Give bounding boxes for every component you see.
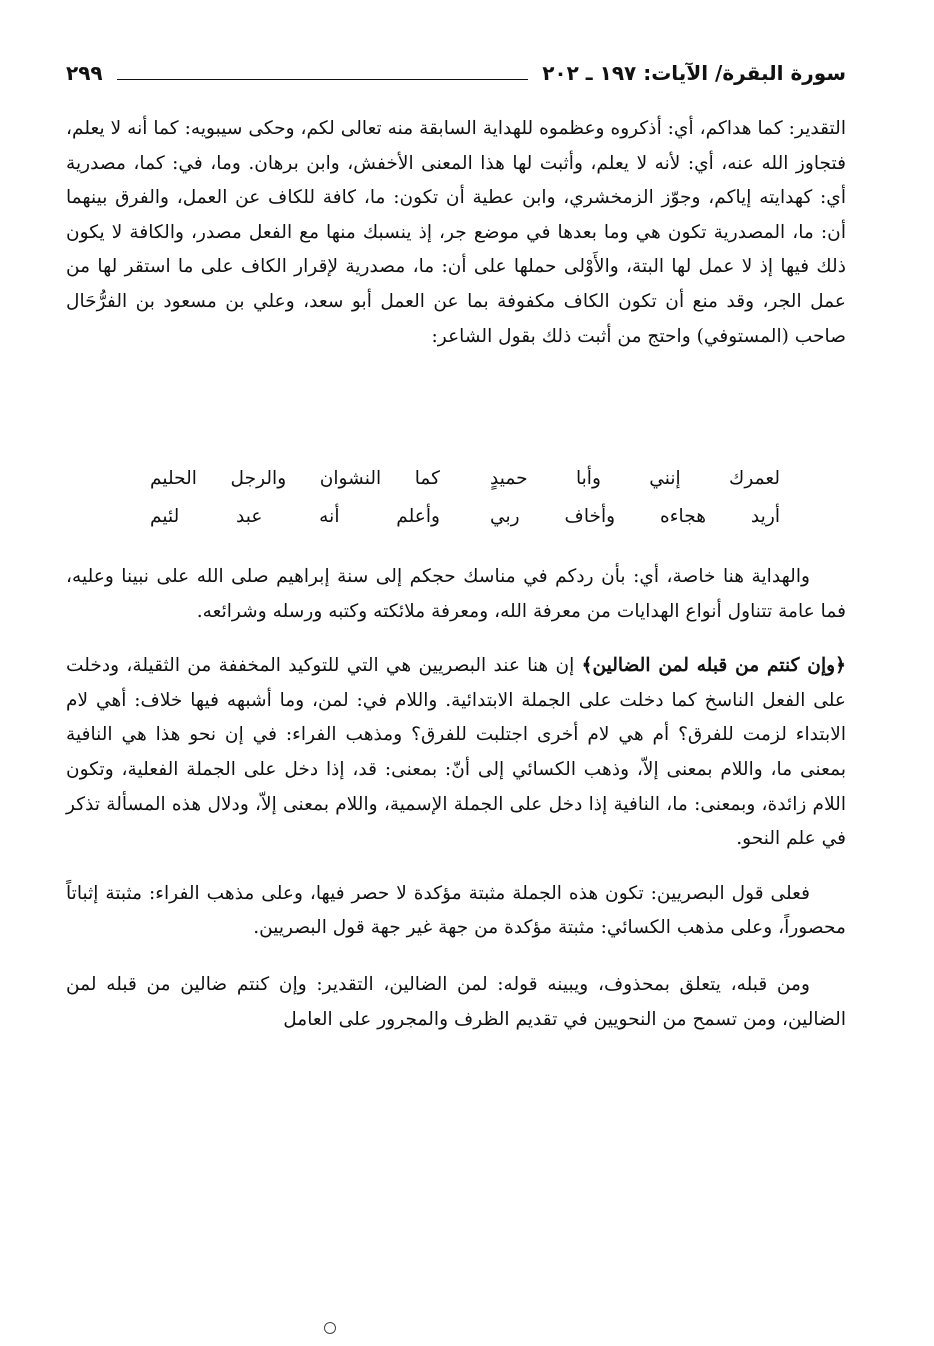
- main-text-bottom: [66, 560, 846, 1037]
- paragraph-hidaya: والهداية هنا خاصة، أي: بأن ردكم في مناسك حجكم إلى سنة إبراهيم صلى الله على نبينا وعليه، فما عامة تتناول أنواع الهدايات من معرفة الله، ومعرفة ملائكته وكتبه ورسله وشرائعه.: [66, 566, 846, 622]
- page-number: ٢٩٩: [66, 61, 103, 85]
- poem-hemistich-first: أريد هجاءه وأخاف ربي: [490, 506, 780, 527]
- paragraph-wain: [66, 649, 846, 857]
- surah-title: سورة البقرة/ الآيات: ١٩٧ ـ ٢٠٢: [542, 61, 846, 85]
- poem-hemistich-second: وأعلم أنه عبد لئيم: [150, 506, 440, 527]
- paragraph-fala: فعلى قول البصريين: تكون هذه الجملة مثبتة مؤكدة لا حصر فيها، وعلى مذهب الفراء: مثبتة إثباتاً محصوراً، وعلى مذهب الكسائي: مثبتة مؤكدة من جهة غير جهة قول البصريين.: [66, 882, 846, 939]
- paragraph-min-qablihi: ومن قبله، يتعلق بمحذوف، ويبينه قوله: لمن الضالين، التقدير: وإن كنتم ضالين من قبله لمن الضالين، ومن تسمح من النحويين في تقديم الظرف والمجرور على العامل: [66, 973, 846, 1030]
- poem-line: [150, 460, 780, 498]
- poem: [150, 460, 780, 536]
- page-header: [66, 56, 846, 90]
- header-rule: [117, 79, 529, 80]
- page-mark: [324, 1322, 336, 1334]
- poem-hemistich-first: لعمرك إنني وأبا حميدٍ: [490, 468, 780, 489]
- poem-hemistich-second: كما النشوان والرجل الحليم: [150, 468, 440, 489]
- poem-line: [150, 498, 780, 536]
- paragraph-wain-text: إن هنا عند البصريين هي التي للتوكيد المخففة من الثقيلة، ودخلت على الفعل الناسخ كما دخلت على الجملة الابتدائية. واللام في: لمن، وما أشبهه فيها خلاف: أهي لام الابتداء لزمت للفرق؟ أم هي لام أخرى اجتلبت للفرق؟ ومذهب الفراء: في إن نحو هذا هي النافية بمعنى ما، واللام بمعنى إلاّ، وذهب الكسائي إلى أنّ: بمعنى: قد، إذا دخل على الجملة الفعلية، وتكون اللام زائدة، وبمعنى: ما، النافية إذا دخل على الجملة الإسمية، واللام بمعنى إلاّ، ودلال هذه المسألة تذكر في علم النحو.: [66, 655, 846, 850]
- quran-verse: ﴿وإن كنتم من قبله لمن الضالين﴾: [581, 655, 846, 677]
- paragraph-taqdir: التقدير: كما هداكم، أي: أذكروه وعظموه للهداية السابقة منه تعالى لكم، وحكى سيبويه: كما أنه لا يعلم، فتجاوز الله عنه، أي: لأنه لا يعلم، وأثبت لها هذا المعنى الأخفش، وابن برهان. وما، في: كما، مصدرية أي: كهدايته إياكم، وجوّز الزمخشري، وابن عطية أن تكون: ما، كافة للكاف عن العمل، والفرق بينهما أن: ما، المصدرية تكون هي وما بعدها في موضع جر، إذ ينسبك منها مع الفعل مصدر، والكافة لا يكون ذلك فيها إذ لا عمل لها البتة، والأَوْلى حملها على أن: ما، مصدرية لإقرار الكاف على ما استقر لها من عمل الجر، وقد منع أن تكون الكاف مكفوفة بما عن العمل أبو سعد، وعلي بن مسعود بن الفرُّحَال صاحب (المستوفي) واحتج من أثبت ذلك بقول الشاعر:: [66, 118, 846, 347]
- main-text-top: [66, 112, 846, 354]
